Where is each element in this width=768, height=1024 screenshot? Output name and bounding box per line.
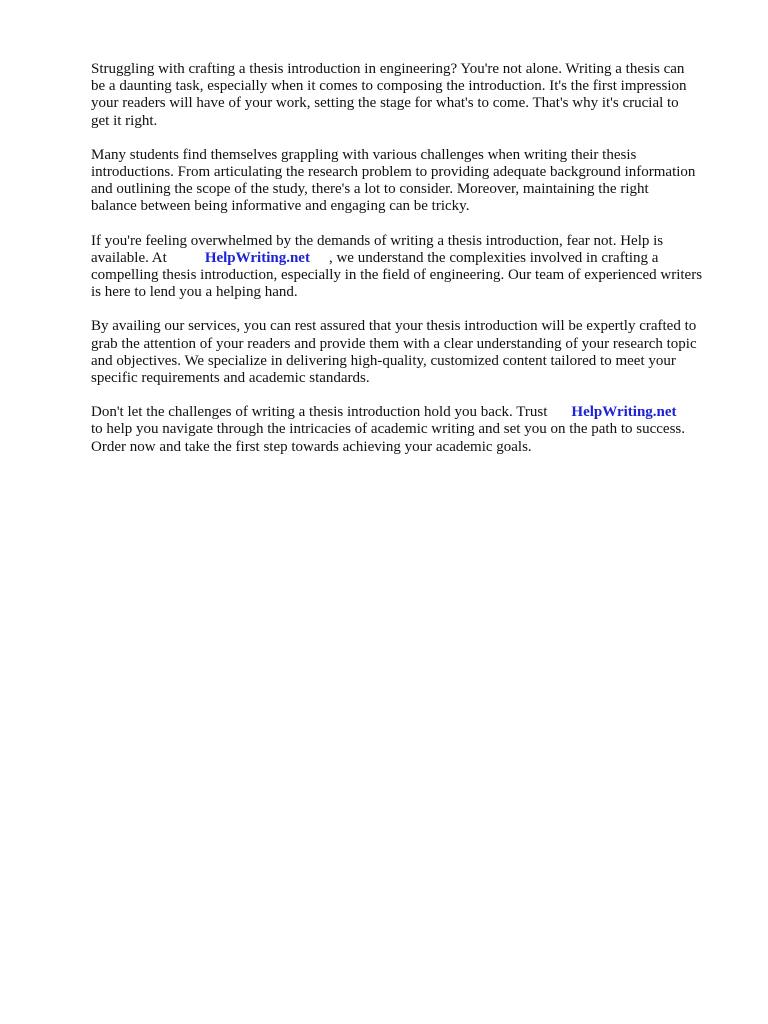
paragraph-line: By availing our services, you can rest assured that your thesis introduction will be expertly crafted to	[91, 318, 697, 335]
helpwriting-link[interactable]: HelpWriting.net	[204, 249, 310, 266]
document-body	[91, 61, 731, 473]
paragraph-line: grab the attention of your readers and provide them with a clear understanding of your research topic	[91, 335, 697, 352]
paragraph-line: If you're feeling overwhelmed by the demands of writing a thesis introduction, fear not. Help is	[91, 232, 664, 249]
paragraph-line: compelling thesis introduction, especially in the field of engineering. Our team of experienced writers	[91, 267, 703, 284]
paragraph-line	[91, 404, 731, 421]
paragraph-line: specific requirements and academic standards.	[91, 370, 370, 387]
paragraph-5	[91, 404, 731, 456]
paragraph-line: Order now and take the first step towards achieving your academic goals.	[91, 438, 532, 455]
helpwriting-link[interactable]: HelpWriting.net	[571, 404, 677, 421]
paragraph-line: and objectives. We specialize in delivering high-quality, customized content tailored to meet your	[91, 352, 676, 369]
paragraph-line: balance between being informative and engaging can be tricky.	[91, 198, 470, 215]
paragraph-3	[91, 233, 731, 302]
paragraph-line: introductions. From articulating the research problem to providing adequate background information	[91, 164, 696, 181]
paragraph-line	[91, 250, 731, 267]
paragraph-text: Don't let the challenges of writing a thesis introduction hold you back. Trust	[91, 404, 548, 421]
paragraph-line: be a daunting task, especially when it comes to composing the introduction. It's the first impression	[91, 78, 687, 95]
paragraph-1	[91, 61, 731, 130]
paragraph-line: Many students find themselves grappling with various challenges when writing their thesis	[91, 146, 637, 163]
paragraph-line: is here to lend you a helping hand.	[91, 284, 298, 301]
paragraph-line: and outlining the scope of the study, there's a lot to consider. Moreover, maintaining the right	[91, 181, 649, 198]
paragraph-line: Struggling with crafting a thesis introduction in engineering? You're not alone. Writing a thesis can	[91, 61, 685, 77]
paragraph-4	[91, 318, 731, 387]
paragraph-line: get it right.	[91, 112, 158, 129]
paragraph-line: your readers will have of your work, setting the stage for what's to come. That's why it's crucial to	[91, 95, 679, 112]
paragraph-text: available. At	[91, 249, 167, 266]
paragraph-text: , we understand the complexities involved in crafting a	[328, 249, 659, 266]
paragraph-2	[91, 147, 731, 216]
paragraph-line: to help you navigate through the intricacies of academic writing and set you on the path to success.	[91, 421, 685, 438]
